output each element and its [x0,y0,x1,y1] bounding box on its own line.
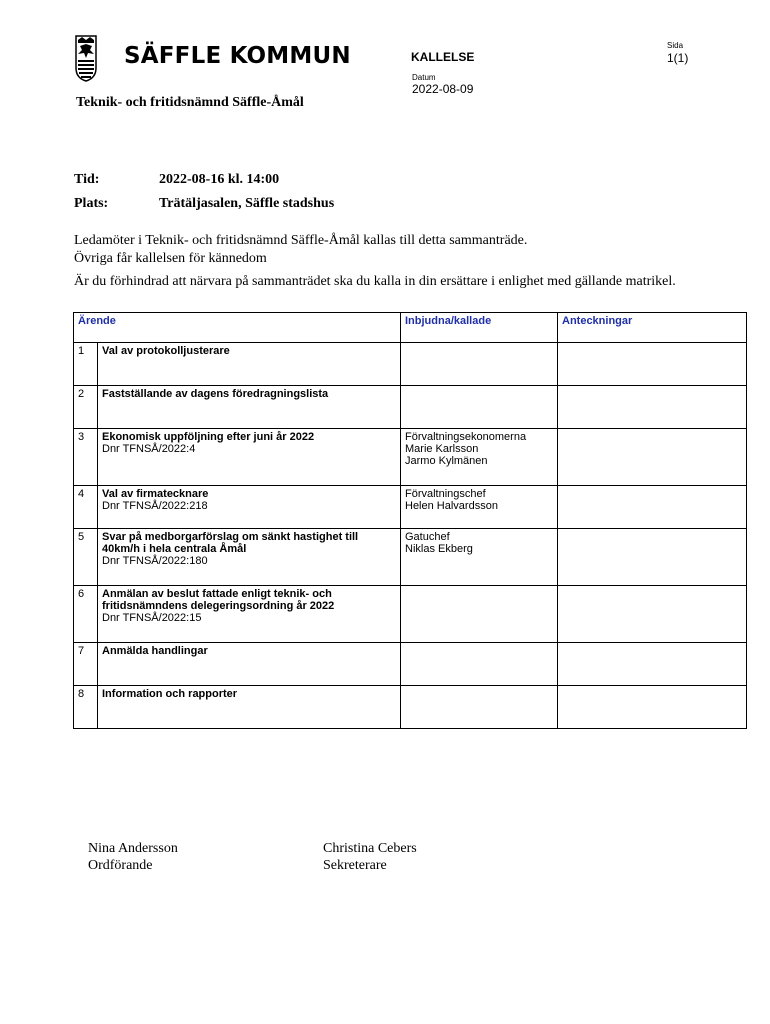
item-title: Anmälan av beslut fattade enligt teknik- och fritidsnämndens delegeringsordning år 2022 [102,588,335,612]
item-dnr: Dnr TFNSÅ/2022:218 [102,500,208,512]
invited-cell [401,686,558,729]
invited-cell [401,586,558,643]
page-label: Sida [667,41,684,50]
item-title: Val av firmatecknare [102,488,209,500]
item-dnr: Dnr TFNSÅ/2022:15 [102,612,202,624]
item-cell [98,529,401,586]
intro-line-1: Ledamöter i Teknik- och fritidsnämnd Säffle-Åmål kallas till detta sammanträde. [74,233,528,248]
item-number: 4 [74,486,98,529]
date-label: Datum [412,73,436,82]
document-date: 2022-08-09 [412,82,474,96]
invited-cell [401,386,558,429]
item-number: 7 [74,643,98,686]
notes-cell [558,643,747,686]
signature-chair [88,840,178,874]
invited-line: Gatuchef [405,531,450,543]
header-item: Ärende [74,313,401,343]
invited-line: Förvaltningschef [405,488,486,500]
item-dnr: Dnr TFNSÅ/2022:180 [102,555,208,567]
notes-cell [558,486,747,529]
item-number: 3 [74,429,98,486]
item-title: Fastställande av dagens föredragningslista [102,388,329,400]
invited-cell [401,429,558,486]
time-label: Tid: [74,172,100,187]
invited-cell [401,343,558,386]
saffle-crest-icon [74,34,98,82]
item-number: 8 [74,686,98,729]
table-row [74,429,747,486]
page-number: 1(1) [667,51,689,65]
agenda-table [73,312,747,729]
item-title: Ekonomisk uppföljning efter juni år 2022 [102,431,315,443]
intro-line-2: Övriga får kallelsen för kännedom [74,251,267,266]
agenda-header-row [74,313,747,343]
item-cell [98,343,401,386]
signature-name: Nina Andersson [88,841,178,856]
header-invited: Inbjudna/kallade [401,313,558,343]
committee-name: Teknik- och fritidsnämnd Säffle-Åmål [76,95,304,110]
notes-cell [558,343,747,386]
notes-cell [558,529,747,586]
invited-line: Marie Karlsson [405,443,479,455]
invited-cell [401,486,558,529]
table-row [74,529,747,586]
item-dnr: Dnr TFNSÅ/2022:4 [102,443,196,455]
item-cell [98,586,401,643]
item-number: 1 [74,343,98,386]
municipality-logo [74,34,364,82]
org-name: SÄFFLE KOMMUN [124,43,351,69]
item-title: Information och rapporter [102,688,238,700]
item-cell [98,486,401,529]
table-row [74,486,747,529]
meeting-time: 2022-08-16 kl. 14:00 [159,172,280,187]
place-label: Plats: [74,196,109,211]
item-cell [98,429,401,486]
intro-line-3: Är du förhindrad att närvara på sammanträdet ska du kalla in din ersättare i enlighet med gällande matrikel. [74,274,676,289]
notes-cell [558,429,747,486]
meeting-place: Trätäljasalen, Säffle stadshus [159,196,335,211]
signature-role: Sekreterare [323,858,387,873]
invited-cell [401,529,558,586]
item-cell [98,386,401,429]
signature-name: Christina Cebers [323,841,417,856]
invited-line: Niklas Ekberg [405,543,473,555]
item-number: 5 [74,529,98,586]
document-type: KALLELSE [411,50,475,64]
notes-cell [558,686,747,729]
item-title: Val av protokolljusterare [102,345,230,357]
item-cell [98,686,401,729]
item-number: 6 [74,586,98,643]
table-row [74,343,747,386]
item-number: 2 [74,386,98,429]
signature-role: Ordförande [88,858,153,873]
invited-cell [401,643,558,686]
table-row [74,643,747,686]
notes-cell [558,586,747,643]
invited-line: Jarmo Kylmänen [405,455,488,467]
table-row [74,686,747,729]
invited-line: Förvaltningsekonomerna [405,431,527,443]
header-notes: Anteckningar [558,313,747,343]
table-row [74,386,747,429]
invited-line: Helen Halvardsson [405,500,498,512]
item-title: Svar på medborgarförslag om sänkt hastighet till 40km/h i hela centrala Åmål [102,531,359,555]
table-row [74,586,747,643]
item-title: Anmälda handlingar [102,645,208,657]
notes-cell [558,386,747,429]
item-cell [98,643,401,686]
signature-secretary [323,840,417,874]
